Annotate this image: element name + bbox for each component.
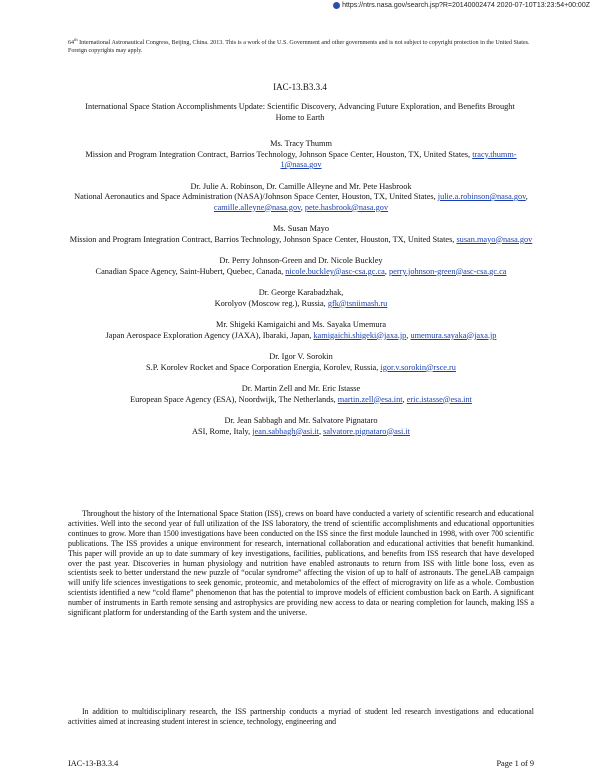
author-affiliation: ASI, Rome, Italy, jean.sabbagh@asi.it, salvatore.pignataro@asi.it <box>192 426 410 436</box>
document-id: IAC-13.B3.3.4 <box>273 82 327 92</box>
email-link[interactable]: nicole.buckley@asc-csa.gc.ca <box>285 266 385 276</box>
author-names: Dr. Igor V. Sorokin <box>269 352 333 361</box>
email-link[interactable]: gfk@tsniimash.ru <box>327 298 388 308</box>
email-link[interactable]: eric.istasse@esa.int <box>406 394 472 404</box>
author-names: Dr. Martin Zell and Mr. Eric Istasse <box>241 384 361 393</box>
author-affiliation: Korolyov (Moscow reg.), Russia, gfk@tsniimash.ru <box>214 298 388 308</box>
paper-title: International Space Station Accomplishments Update: Scientific Discovery, Advancing Future Exploration, and Benefits Brought Home to Earth <box>85 102 515 122</box>
email-link[interactable]: camille.alleyne@nasa.gov <box>213 202 301 212</box>
body-paragraph-1: Throughout the history of the International Space Station (ISS), crews on board have conducted a variety of scientific research and educational activities. Well into the second year of full utilization of the ISS laboratory, the trend of scientific accomplishments and educational opportunities continues to grow. More than 1500 investigations have been conducted on the ISS since the first module launched in 1998, with over 700 scientific publications. The ISS provides a unique environment for research, international collaboration and educational activities that benefit humankind. This paper will provide an up to date summary of key investigations, facilities, publications, and benefits from ISS research that have developed over the past year. Discoveries in human physiology and nutrition have enabled astronauts to return from ISS with little bone loss, even as scientists seek to better understand the new puzzle of “ocular syndrome” affecting the vision of up to half of astronauts. The geneLAB campaign will unify life sciences investigations to seek genomic, proteomic, and metabolomics of the effect of microgravity on life as a whole. Combustion scientists identified a new “cold flame” phenomenon that has the potential to improve models of efficient combustion back on Earth. A significant number of instruments in Earth remote sensing and astrophysics are providing new access to data or nearing completion for launch, making ISS a significant platform for understanding of the Earth system and the universe. <box>68 509 534 618</box>
ntrs-stamp <box>333 2 590 9</box>
email-link[interactable]: martin.zell@esa.int <box>337 394 403 404</box>
footer-page-number: Page 1 of 9 <box>496 759 534 768</box>
author-affiliation: Mission and Program Integration Contract, Barrios Technology, Johnson Space Center, Houston, TX, United States, tracy.thumm-1@nasa.gov <box>85 149 517 169</box>
email-link[interactable]: julie.a.robinson@nasa.gov <box>437 192 526 201</box>
email-link[interactable]: jean.sabbagh@asi.it <box>252 426 319 436</box>
ntrs-logo-icon <box>333 2 340 9</box>
author-affiliation: S.P. Korolev Rocket and Space Corporation Energia, Korolev, Russia, igor.v.sorokin@rsce.ru <box>146 362 456 372</box>
author-block <box>68 320 534 341</box>
email-link[interactable]: tracy.thumm-1@nasa.gov <box>280 149 517 169</box>
author-names: Dr. Julie A. Robinson, Dr. Camille Alleyne and Mr. Pete Hasbrook <box>190 181 412 191</box>
author-affiliation: Mission and Program Integration Contract, Barrios Technology, Johnson Space Center, Houston, TX, United States, susan.mayo@nasa.gov <box>69 234 533 244</box>
author-list <box>68 139 534 448</box>
author-affiliation: European Space Agency (ESA), Noordwijk, The Netherlands, martin.zell@esa.int, eric.istasse@esa.int <box>130 394 472 404</box>
author-affiliation: National Aeronautics and Space Administration (NASA)/Johnson Space Center, Houston, TX, United States, julie.a.robinson@nasa.gov, camille.alleyne@nasa.gov, pete.hasbrook@nasa.gov <box>74 192 528 212</box>
author-names: Ms. Susan Mayo <box>272 224 329 233</box>
author-block <box>68 416 534 437</box>
email-link[interactable]: salvatore.pignataro@asi.it <box>323 426 410 436</box>
email-link[interactable]: pete.hasbrook@nasa.gov <box>304 202 389 212</box>
footer-doc-id: IAC-13-B3.3.4 <box>68 759 119 768</box>
email-link[interactable]: kamigaichi.shigeki@jaxa.jp <box>313 330 407 340</box>
body-paragraph-2: In addition to multidisciplinary research, the ISS partnership conducts a myriad of student led research investigations and educational activities aimed at increasing student interest in science, technology, engineering and <box>68 707 534 726</box>
author-block <box>68 182 534 214</box>
conference-note: 64th International Astronautical Congress, Beijing, China. 2013. This is a work of the U.S. Government and other governments and is not subject to copyright protection in the United States. Foreign copyrights may apply. <box>68 37 530 55</box>
author-block <box>68 256 534 277</box>
author-names: Dr. Jean Sabbagh and Mr. Salvatore Pignataro <box>224 416 378 425</box>
email-link[interactable]: igor.v.sorokin@rsce.ru <box>380 362 456 372</box>
author-names: Dr. George Karabadzhak, <box>258 288 344 297</box>
author-block <box>68 384 534 405</box>
ntrs-url[interactable]: https://ntrs.nasa.gov/search.jsp?R=20140002474 2020-07-10T13:23:54+00:00Z <box>342 2 590 9</box>
author-block <box>68 352 534 373</box>
author-block <box>68 288 534 309</box>
author-block <box>68 139 534 171</box>
author-affiliation: Japan Aerospace Exploration Agency (JAXA), Ibaraki, Japan, kamigaichi.shigeki@jaxa.jp, umemura.sayaka@jaxa.jp <box>105 330 497 340</box>
author-block <box>68 224 534 245</box>
author-names: Mr. Shigeki Kamigaichi and Ms. Sayaka Umemura <box>215 320 387 329</box>
email-link[interactable]: susan.mayo@nasa.gov <box>456 234 533 244</box>
author-names: Ms. Tracy Thumm <box>270 139 332 148</box>
author-affiliation: Canadian Space Agency, Saint-Hubert, Quebec, Canada, nicole.buckley@asc-csa.gc.ca, perry.johnson-green@asc-csa.gc.ca <box>95 266 507 276</box>
email-link[interactable]: perry.johnson-green@asc-csa.gc.ca <box>389 266 507 276</box>
email-link[interactable]: umemura.sayaka@jaxa.jp <box>410 330 497 340</box>
author-names: Dr. Perry Johnson-Green and Dr. Nicole Buckley <box>219 256 383 265</box>
